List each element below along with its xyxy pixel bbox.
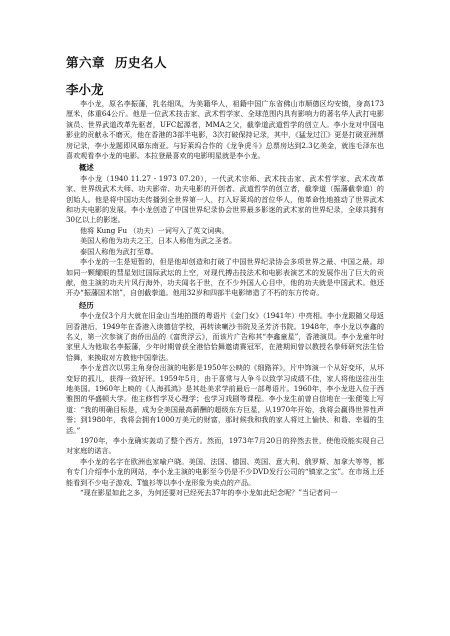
- overview-paragraph: 李小龙（1940 11.27 - 1973 07.20），一代武术宗师、武术技击家、武术哲学家、武术改革家、世界级武术大师、功夫影帝、功夫电影的开创者、武道哲学的创立者，截拳道（振藩截拳道）的创始人。他是将中国功夫传播到全世界第一人，打入好莱坞的首位华人，他革命性地推动了世界武术和功夫电影的发展。李小龙创造了中国世界纪录协会世界最多影迷的武术家的世界纪录，全球共拥有30亿以上的影迷。: [66, 173, 384, 225]
- chapter-heading: [66, 53, 177, 71]
- experience-paragraph: “现在影星如此之多，为何还要对已经死去37年的李小龙如此纪念呢？”当记者问一: [80, 488, 338, 498]
- overview-paragraph: 他将 Kung Fu （功夫）一词写入了英文词典。: [80, 225, 229, 235]
- chapter-number: 第六章: [66, 55, 106, 70]
- experience-paragraph: 李小龙首次以男主角身份出演的电影是1950年公映的《细路祥》，片中饰演一个从好变坏，从坏变好的孤儿，获得一致好评。1959年5月，由于喜常与人争斗以致学习成绩不佳，家人将他送往出生地美国。1960年上映的《人海孤鸿》是其赴美求学前最后一部粤语片。1960年，李小龙进入位于西雅图的华盛顿大学。他主修哲学及心理学；也学习戏剧等课程。李小龙生前曾自信地在一张便笺上写道：“我的明确目标是，成为全美国最高薪酬的超级东方巨星，从1970年开始，我将会赢得世界性声誉；到1980年，我将会拥有1000万美元的财富，那时候我和我的家人将过上愉快、和谐、幸福的生活。”: [66, 363, 384, 435]
- overview-paragraph: 美国人称他为功夫之王，日本人称他为武之圣者。: [80, 236, 237, 246]
- document-body: [66, 99, 384, 498]
- experience-paragraph: 李小龙仅3个月大就在旧金山当地拍摄的粤语片《金门女》（1941年）中亮相。李小龙跟随父母返回香港后，1949年在香港入读德信学校，再转读喇沙书院及圣芳济书院。1948年，李小龙以李鑫的名义，第一次参演了南侨出品的《富贵浮云》，而该片广告称其“李鑫童星”，香港演员。李小龙童年时家里人为他取名李振藩，少年时期曾获全港恰恰舞邀请赛冠军，在港期间曾以教授名拳师研究法生恰恰舞，来换取对方教他中国拳法。: [66, 311, 384, 362]
- experience-paragraph: 1970年，李小龙确实轰动了整个西方。然而，1973年7月20日的猝然去世，使他设能实现自己对家庭的诺言。: [66, 436, 384, 456]
- overview-paragraph: 李小龙的一生是短暂的，但是他却创造和打破了中国世界纪录协会多项世界之最、中国之最。却如同一颗耀眼的彗星划过国际武坛的上空，对现代搏击技法术和电影表演艺术的发展作出了巨大的贡献，他主演的功夫片风行海外，功夫闻名于世，在不少外国人心目中，他的功夫就是中国武术。他还开办“振藩国术馆”，自创截拳道。他用32岁和四部半电影缔造了不朽的东方传奇。: [66, 257, 384, 298]
- intro-paragraph: 李小龙，原名李振藩，乳名细凤，为美籍华人，祖籍中国广东省佛山市顺德区均安镇，身高173厘米，体重64公斤。他是一位武术技击家、武术哲学家、全球范围内具有影响力的著名华人武打电影演员、世界武道改革先驱者，UFC起源者，MMA之父，截拳道武道哲学的创立人。李小龙对中国电影业的贡献永不磨灭，他在香港的3部半电影，3次打破保持记录，其中，《猛龙过江》更是打破亚洲票房记录，李小龙题即风靡东南亚。与好莱坞合作的《龙争虎斗》总票房达到2.3亿美金，就连毛泽东也喜欢观看李小龙的电影。本拉登最喜欢的电影明星就是李小龙。: [66, 99, 384, 161]
- overview-paragraph: 泰国人称他为武打至尊。: [80, 246, 159, 256]
- experience-paragraph: 李小龙的名字在欧洲也家喻户晓。美国、法国、德国、英国、意大利、俄罗斯、加拿大等等，都有专门介绍李小龙的网站，李小龙主演的电影至今仍是不少DVD发行公司的“镇家之宝”。在市场上还能看到不少电子游戏、T恤衫等以李小龙形象为卖点的产品。: [66, 456, 384, 487]
- chapter-name: 历史名人: [115, 55, 168, 70]
- section-title: 李小龙: [66, 82, 104, 97]
- overview-heading: 概述: [79, 163, 94, 173]
- experience-heading: 经历: [79, 300, 94, 310]
